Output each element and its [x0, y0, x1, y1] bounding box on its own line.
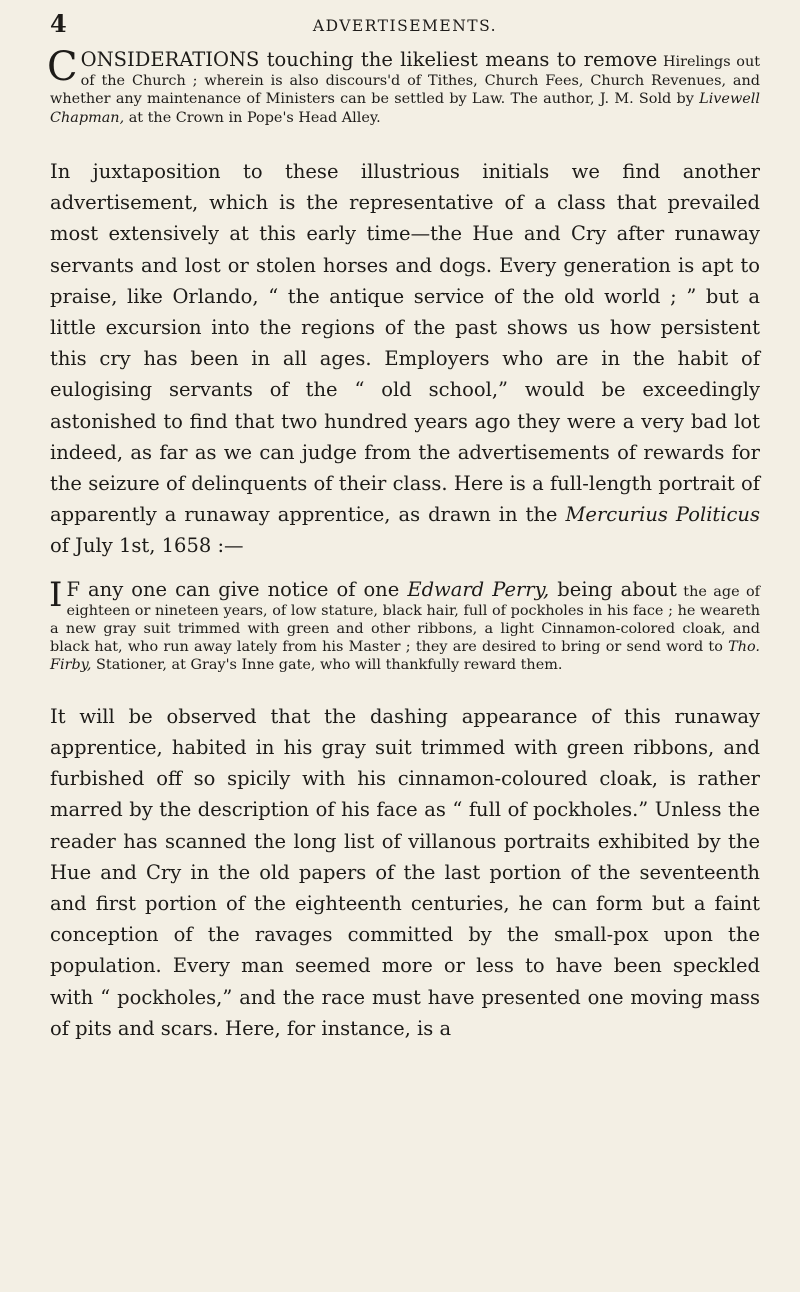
- page-number: 4: [50, 9, 67, 38]
- seller-name: Livewell Chapman,: [50, 91, 760, 126]
- paragraph-juxtaposition: [50, 156, 760, 562]
- ad-lead-text-end: being about: [549, 577, 677, 601]
- advertisement-considerations: [47, 44, 761, 127]
- newspaper-title: Mercurius Politicus: [565, 503, 760, 527]
- paragraph-text: It will be observed that the dashing appearance of this runaway apprentice, habited in his gray suit trimmed with green ribbons, and furbished off so spicily with his cinnamon-coloured cloak, is rather marred by the description of his face as “ full of pockholes.” Unless the reader has scanned the long list of villanous portraits exhibited by the Hue and Cry in the old papers of the last portion of the seventeenth and first portion of the eighteenth centuries, he can form but a faint conception of the ravages committed by the small-pox upon the population. Every man seemed more or less to have been speckled with “ pockholes,” and the race must have presented one moving mass of pits and scars. Here, for instance, is a: [50, 704, 760, 1040]
- paragraph-observation: [50, 701, 760, 1044]
- paragraph-text-end: of July 1st, 1658 :—: [50, 534, 244, 558]
- page-header: [50, 9, 760, 42]
- ad-body-text: the age of eighteen or nineteen years, of low stature, black hair, full of pockholes in his face ; he weareth a new gray suit trimmed with green and other ribbons, a light Cinnamon-colored cloak, and black hat, who run away lately from his Master ; they are desired to bring or send word to: [50, 583, 760, 656]
- paragraph-text: In juxtaposition to these illustrious initials we find another advertisement, which is the representative of a class that prevailed most extensively at this early time—the Hue and Cry after runaway servants and lost or stolen horses and dogs. Every generation is apt to praise, like Orlando, “ the antique service of the old world ; ” but a little excursion into the regions of the past shows us how persistent this cry has been in all ages. Employers who are in the habit of eulogising servants of the “ old school,” would be exceedingly astonished to find that two hundred years ago they were a very bad lot indeed, as far as we can judge from the advertisements of rewards for the seizure of delinquents of their class. Here is a full-length portrait of apparently a runaway apprentice, as drawn in the: [50, 159, 760, 527]
- drop-cap: I: [49, 574, 63, 615]
- running-title: ADVERTISEMENTS.: [312, 17, 498, 35]
- ad-body-text-end: Stationer, at Gray's Inne gate, who will thankfully reward them.: [91, 657, 563, 674]
- runaway-name: Edward Perry,: [407, 577, 550, 601]
- advertisement-runaway-apprentice: [49, 574, 760, 675]
- stationer-name: Tho. Firby,: [50, 639, 760, 674]
- ad-body-text-end: at the Crown in Pope's Head Alley.: [124, 109, 381, 126]
- ad-lead-text: F any one can give notice of one: [66, 577, 408, 601]
- ad-body-text: Hirelings out of the Church ; wherein is also discours'd of Tithes, Church Fees, Church Revenues, and whether any maintenance of Ministers can be settled by Law. The author, J. M. Sold by: [50, 54, 761, 108]
- drop-cap: C: [47, 44, 78, 90]
- ad-lead-text: ONSIDERATIONS touching the likeliest means to remove: [80, 48, 658, 71]
